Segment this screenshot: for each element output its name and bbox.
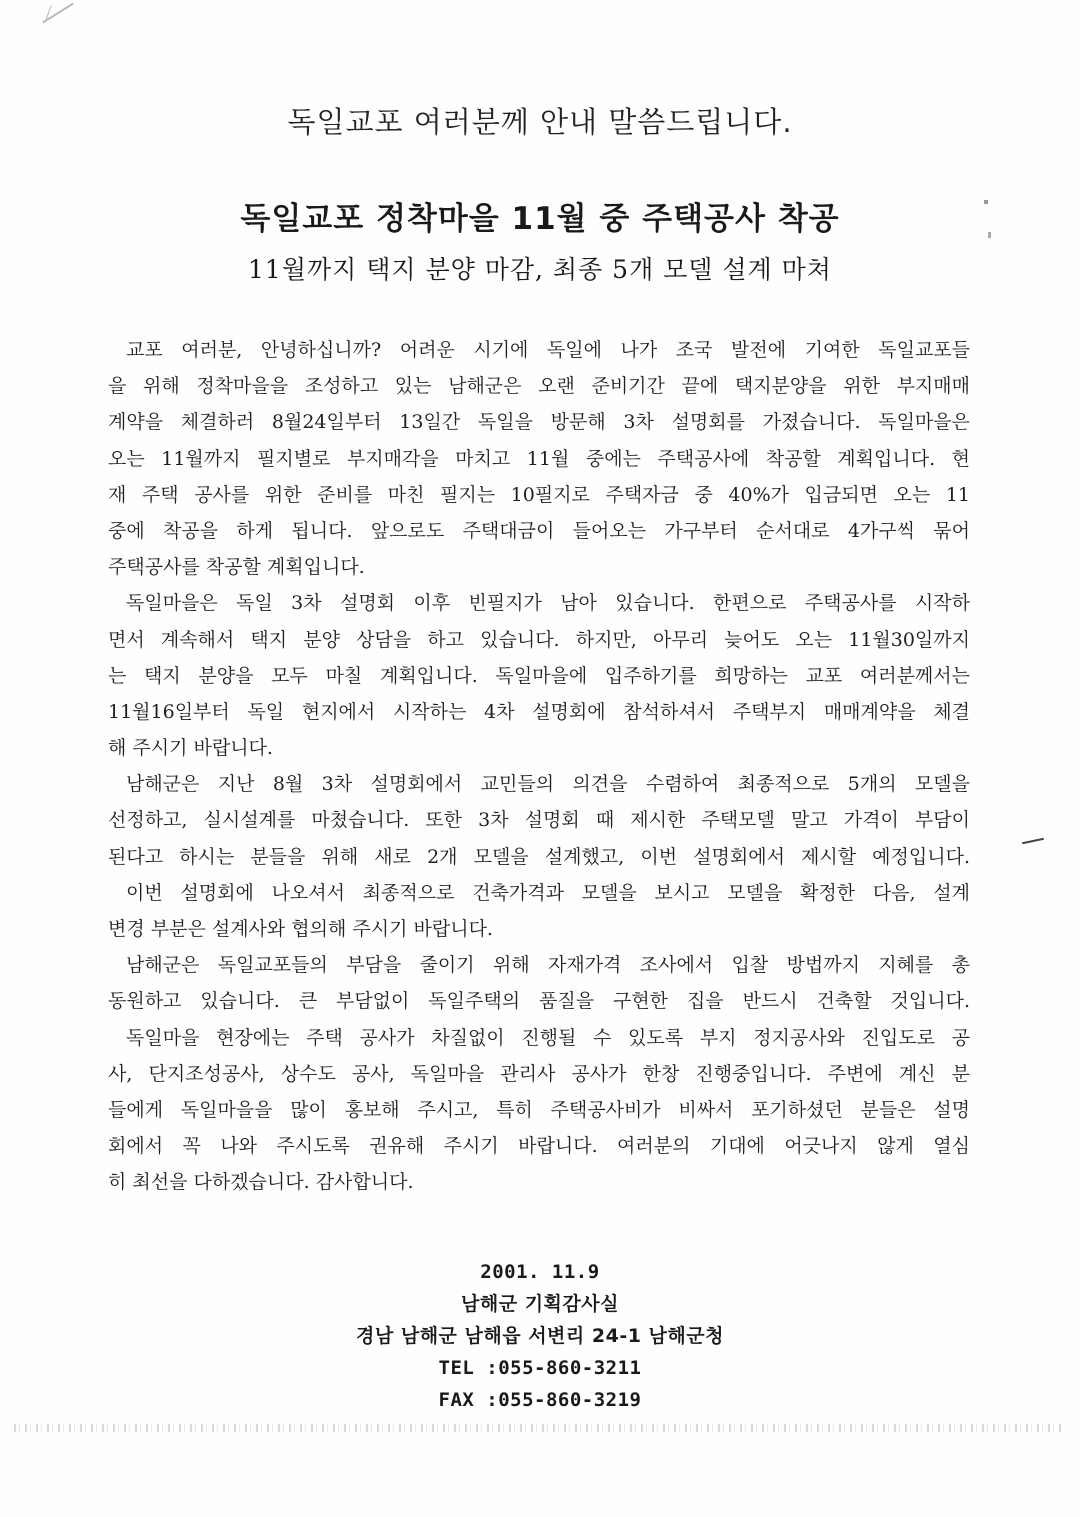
body-line: 변경 부분은 설계사와 협의해 주시기 바랍니다. [108, 918, 493, 940]
body-line: 남해군은 지난 8월 3차 설명회에서 교민들의 의견을 수렴하여 최종적으로 5개의 모델을 [126, 773, 970, 796]
issuing-office: 남해군 기획감사실 [461, 1293, 619, 1315]
body-line: 11월16일부터 독일 현지에서 시작하는 4차 설명회에 참석하셔서 주택부지 매매계약을 체결 [108, 700, 970, 723]
body-line: 이번 설명회에 나오셔서 최종적으로 건축가격과 모델을 보시고 모델을 확정한 다음, 설계 [126, 881, 970, 904]
body-line: 남해군은 독일교포들의 부담을 줄이기 위해 자재가격 조사에서 입찰 방법까지 지혜를 총 [126, 954, 970, 977]
body-text [108, 332, 970, 1201]
body-line: 된다고 하시는 분들을 위해 새로 2개 모델을 설계했고, 이번 설명회에서 제시할 예정입니다. [108, 845, 970, 868]
body-line: 계약을 체결하러 8월24일부터 13일간 독일을 방문해 3차 설명회를 가졌습니다. 독일마을은 [108, 411, 970, 434]
body-line: 는 택지 분양을 모두 마칠 계획입니다. 독일마을에 입주하기를 희망하는 교포 여러분께서는 [108, 664, 970, 687]
body-line: 주택공사를 착공할 계획입니다. [108, 556, 365, 579]
body-line: 재 주택 공사를 위한 준비를 마친 필지는 10필지로 주택자금 중 40%가 입금되면 오는 11 [108, 483, 970, 506]
notice-title: 독일교포 여러분께 안내 말씀드립니다. [287, 105, 793, 139]
scan-artifact-noise-band [14, 1424, 1064, 1432]
fax-number: FAX :055-860-3219 [438, 1389, 642, 1411]
office-address: 경남 남해군 남해읍 서변리 24-1 남해군청 [356, 1325, 724, 1347]
body-line: 중에 착공을 하게 됩니다. 앞으로도 주택대금이 들어오는 가구부터 순서대로 4가구씩 묶어 [108, 519, 970, 542]
body-line: 교포 여러분, 안녕하십니까? 어려운 시기에 독일에 나가 조국 발전에 기여한 독일교포들 [126, 339, 970, 361]
headline: 독일교포 정착마을 11월 중 주택공사 착공 [240, 201, 840, 237]
body-line: 해 주시기 바랍니다. [108, 737, 273, 760]
body-line: 선정하고, 실시설계를 마쳤습니다. 또한 3차 설명회 때 제시한 주택모델 말고 가격이 부담이 [108, 809, 970, 832]
telephone-number: TEL :055-860-3211 [438, 1357, 642, 1379]
subheadline: 11월까지 택지 분양 마감, 최종 5개 모델 설계 마쳐 [248, 255, 832, 284]
document-date: 2001. 11.9 [480, 1261, 600, 1283]
body-line: 독일마을 현장에는 주택 공사가 차질없이 진행될 수 있도록 부지 정지공사와 진입도로 공 [126, 1026, 970, 1049]
body-line: 들에게 독일마을을 많이 홍보해 주시고, 특히 주택공사비가 비싸서 포기하셨던 분들은 설명 [108, 1098, 970, 1121]
body-line: 을 위해 정착마을을 조성하고 있는 남해군은 오랜 준비기간 끝에 택지분양을 위한 부지매매 [108, 375, 970, 398]
body-line: 회에서 꼭 나와 주시도록 권유해 주시기 바랍니다. 여러분의 기대에 어긋나지 않게 열심 [108, 1135, 970, 1158]
scan-artifact-pen-stroke [1022, 838, 1044, 845]
signature-block [0, 1256, 1080, 1416]
body-line: 사, 단지조성공사, 상수도 공사, 독일마을 관리사 공사가 한창 진행중입니다. 주변에 계신 분 [108, 1062, 970, 1085]
body-line: 면서 계속해서 택지 분양 상담을 하고 있습니다. 하지만, 아무리 늦어도 오는 11월30일까지 [108, 628, 970, 651]
body-line: 동원하고 있습니다. 큰 부담없이 독일주택의 품질을 구현한 집을 반드시 건축할 것입니다. [108, 990, 970, 1013]
body-line: 오는 11월까지 필지별로 부지매각을 마치고 11월 중에는 주택공사에 착공할 계획입니다. 현 [108, 447, 970, 470]
body-line: 독일마을은 독일 3차 설명회 이후 빈필지가 남아 있습니다. 한편으로 주택공사를 시작하 [126, 592, 970, 615]
body-line: 히 최선을 다하겠습니다. 감사합니다. [108, 1171, 414, 1194]
